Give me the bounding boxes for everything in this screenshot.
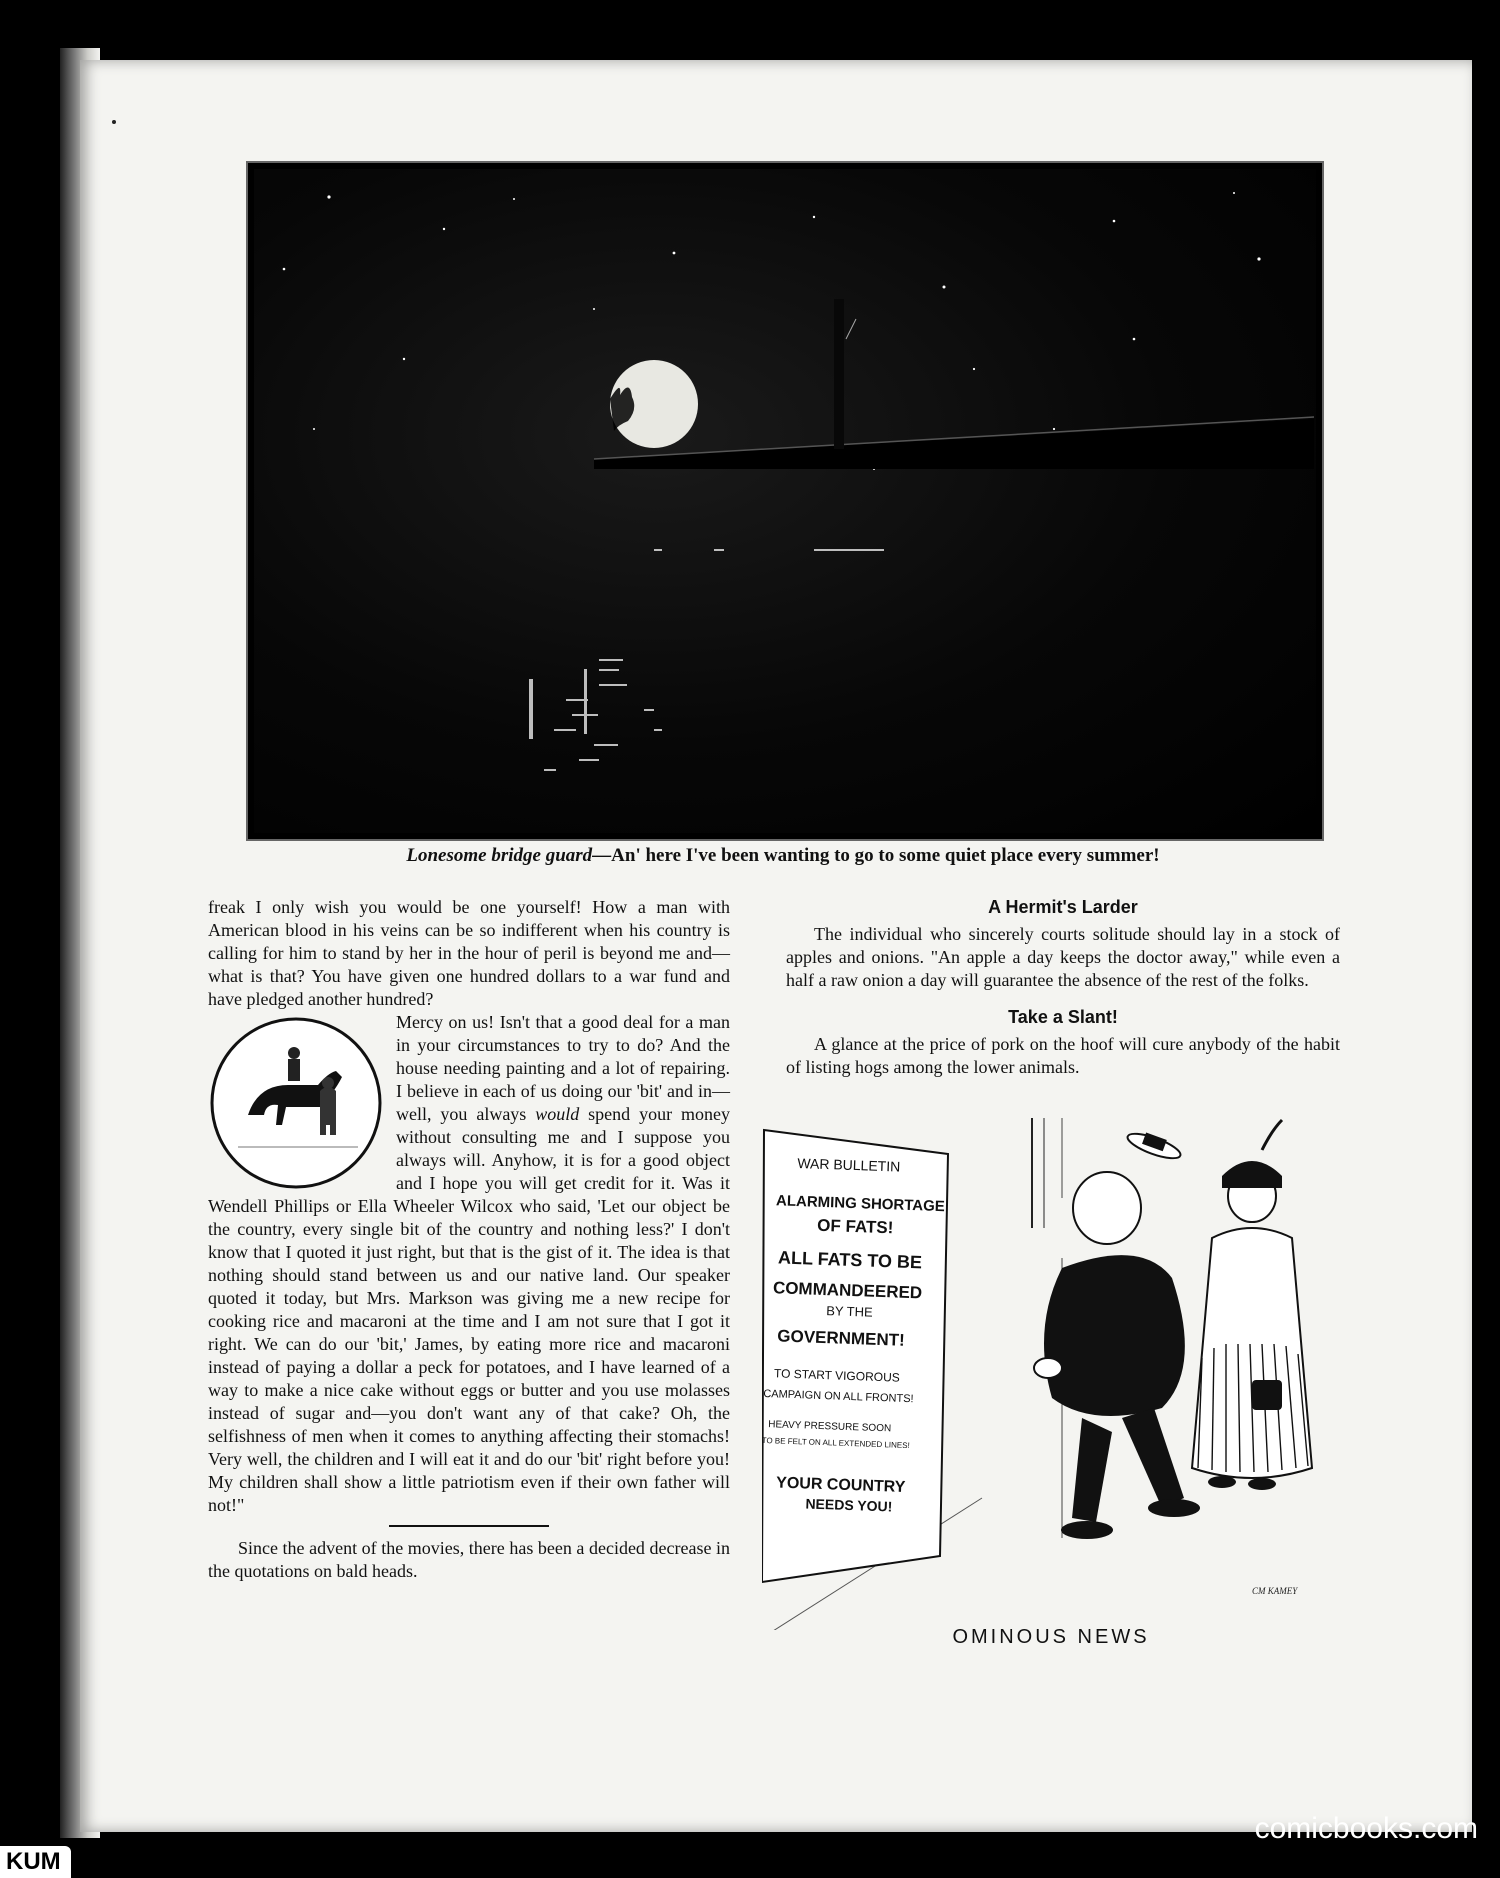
artist-signature: CM KAMEY [1252, 1586, 1298, 1596]
sign-line-9: CAMPAIGN ON ALL FRONTS! [763, 1387, 914, 1406]
corner-tag: KUM [0, 1846, 71, 1878]
water-reflections [529, 549, 884, 771]
night-photo [246, 161, 1324, 841]
sign-line-4: ALL FATS TO BE [777, 1247, 923, 1273]
left-para-lead: freak I only wish you would be one yourself! How a man with American blood in his veins can be so indifferent when his country is calling for him to stand by her in the hour of peril is beyond me and—what is that? You have given one hundred dollars to a war fund and have pledged another hundred? [208, 897, 730, 1009]
stars [283, 192, 1286, 470]
left-column [208, 896, 730, 1583]
take-a-slant-body: A glance at the price of pork on the hoof will cure anybody of the habit of listing hogs among the lower animals. [786, 1034, 1340, 1077]
caption-text: —An' here I've been wanting to go to some quiet place every summer! [592, 845, 1160, 866]
section-divider [389, 1525, 549, 1527]
speck [112, 120, 116, 124]
heading-take-a-slant: Take a Slant! [1008, 1007, 1118, 1027]
horse-rider-illustration [208, 1015, 384, 1191]
night-photo-image [254, 169, 1316, 833]
left-para-float-text: Mercy on us! Isn't that a good deal for a man in your circumstances to try to do? And the house needing painting and a lot of repairing. I believe in each of us doing our 'bit' and in—well, you always [396, 1012, 730, 1124]
sign-line-3: OF FATS! [816, 1215, 894, 1238]
sign-line-11: TO BE FELT ON ALL EXTENDED LINES! [762, 1435, 910, 1451]
cartoon-title: OMINOUS NEWS [952, 1626, 1150, 1648]
guard-figure [834, 299, 844, 449]
left-para-movies: Since the advent of the movies, there has been a decided decrease in the quotations on bald heads. [208, 1538, 730, 1581]
sign-line-5: COMMANDEERED [772, 1278, 923, 1303]
hermits-larder-body: The individual who sincerely courts solitude should lay in a stock of apples and onions. "An apple a day keeps the doctor away," while even a half a raw onion a day will guarantee the absence of the rest of the folks. [786, 924, 1340, 990]
sign-line-10: HEAVY PRESSURE SOON [768, 1419, 892, 1435]
sign-line-12: YOUR COUNTRY [775, 1474, 906, 1496]
war-bulletin-sign [762, 1130, 948, 1582]
sign-line-6: BY THE [825, 1303, 873, 1320]
heading-hermits-larder: A Hermit's Larder [988, 897, 1138, 917]
site-watermark: comicbooks.com [1254, 1812, 1478, 1845]
ominous-news-cartoon [762, 1118, 1340, 1630]
sign-line-13: NEEDS YOU! [805, 1495, 893, 1515]
caption-italic: Lonesome bridge guard [406, 845, 593, 866]
sign-line-8: TO START VIGOROUS [773, 1366, 901, 1385]
right-column [786, 896, 1340, 1093]
sign-line-1: WAR BULLETIN [797, 1155, 901, 1175]
moon-river-scene [254, 169, 1314, 831]
sign-line-2: ALARMING SHORTAGE [775, 1192, 946, 1216]
photo-caption [246, 845, 1320, 867]
sign-line-7: GOVERNMENT! [776, 1326, 906, 1350]
left-para-emphasis: would [535, 1104, 580, 1124]
left-para-continued: spend your money without consulting me and I suppose you always will. Anyhow, it is for a good object and I hope you will get credit for it. Was it Wendell Phillips or Ella Wheeler Wilcox who said, 'Let our object be the country, every single bit of the country and nothing less?' I don't know that I quoted it just right, but that is the gist of it. The idea is that nothing should stand between us and our native land. Our speaker quoted it today, but Mrs. Markson was giving me a new recipe for cooking rice and macaroni at the time and I am not sure that I got it right. We can do our 'bit,' James, by eating more rice and macaroni instead of paying a dollar a peck for potatoes, and I have learned of a way to make a nice cake without eggs or butter and you use molasses instead of sugar and—you don't want any of that cake? Oh, the selfishness of men when it comes to anything affecting their stomachs! Very well, the children and I will eat it and do our 'bit' right before you! My children shall show a little patriotism even if their own father will not!" [208, 1104, 730, 1515]
shooting-star [846, 319, 856, 339]
bridge-silhouette [594, 419, 1314, 469]
